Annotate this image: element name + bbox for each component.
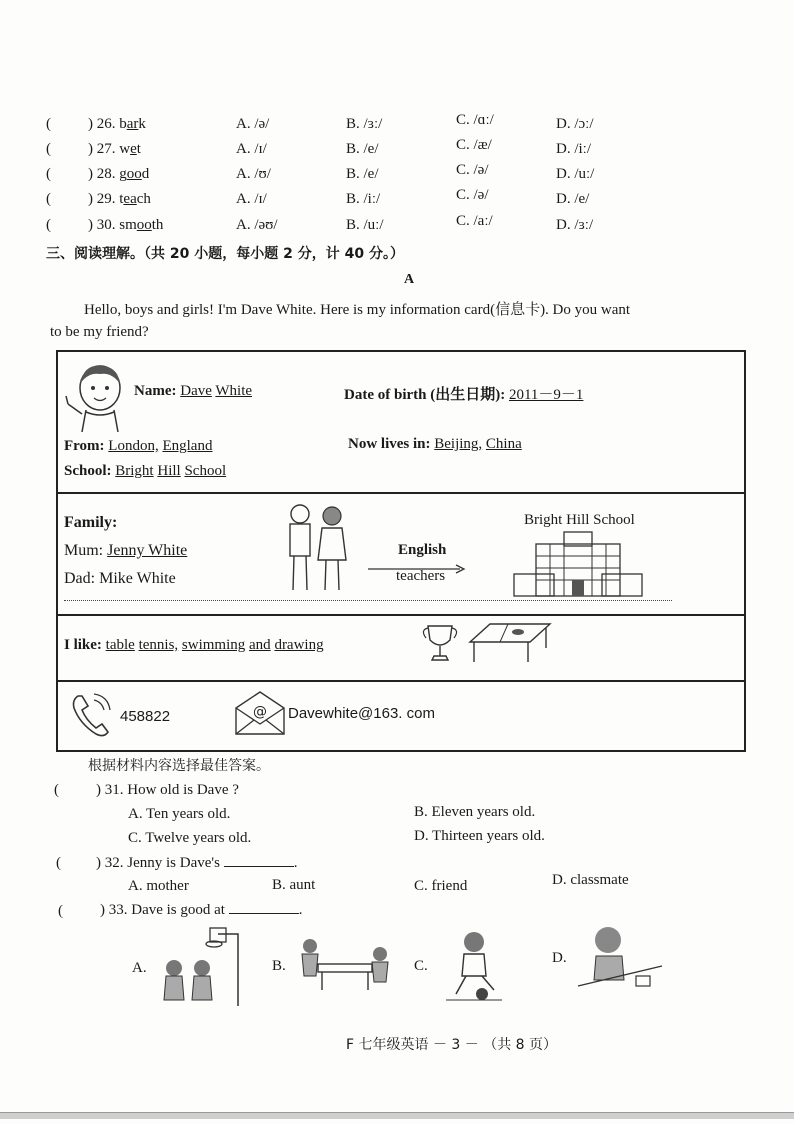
question-number: ) 29. teach	[88, 191, 151, 207]
lives-row: Now lives in: Beijing, China	[348, 436, 522, 452]
answer-paren: (	[46, 116, 51, 132]
q33-option-a: A.	[132, 960, 147, 976]
option-d: D. /iː/	[556, 141, 592, 157]
information-card	[56, 350, 746, 752]
intro-line-1: Hello, boys and girls! I'm Dave White. Here is my information card(信息卡). Do you want	[84, 302, 631, 318]
divider	[58, 680, 744, 682]
option-d: D. /ɜː/	[556, 217, 594, 233]
intro-line-2: to be my friend?	[50, 324, 149, 340]
q32-option-b: B. aunt	[272, 877, 316, 893]
option-c: C. /ɑː/	[456, 112, 494, 128]
question-28	[0, 162, 794, 190]
answer-paren: (	[58, 903, 63, 919]
divider	[58, 614, 744, 616]
arrow-label-top: English	[398, 542, 447, 558]
trophy-icon	[420, 622, 460, 666]
q31-option-a: A. Ten years old.	[128, 806, 231, 822]
option-d: D. /e/	[556, 191, 590, 207]
q31-option-b: B. Eleven years old.	[414, 804, 536, 820]
answer-paren: (	[46, 217, 51, 233]
svg-text:@: @	[253, 704, 267, 720]
question-number: ) 28. good	[88, 166, 150, 182]
option-b: B. /uː/	[346, 217, 384, 233]
email-icon	[234, 690, 286, 736]
school-building-icon	[510, 530, 650, 598]
q33-option-c: C.	[414, 958, 428, 974]
answer-paren: (	[54, 782, 59, 798]
q32-option-a: A. mother	[128, 878, 189, 894]
question-26	[0, 112, 794, 140]
school-building-label: Bright Hill School	[524, 512, 635, 528]
option-b: B. /e/	[346, 141, 379, 157]
question-29	[0, 187, 794, 215]
q31-option-c: C. Twelve years old.	[128, 830, 252, 846]
answer-paren: (	[56, 855, 61, 871]
parents-icon	[282, 500, 352, 592]
dotted-line	[64, 600, 672, 601]
q33-option-d: D.	[552, 950, 567, 966]
answer-paren: (	[46, 141, 51, 157]
question-27	[0, 137, 794, 165]
question-30	[0, 213, 794, 241]
football-icon	[442, 930, 506, 1002]
phone-number: 458822	[120, 708, 171, 725]
option-c: C. /æ/	[456, 137, 492, 153]
drawing-icon	[574, 924, 666, 994]
email-address: Davewhite@163. com	[288, 705, 435, 722]
option-a: A. /ʊ/	[236, 166, 271, 182]
question-number: ) 30. smooth	[88, 217, 164, 233]
q33-option-b: B.	[272, 958, 286, 974]
table-tennis-icon	[468, 618, 552, 666]
option-b: B. /ɜː/	[346, 116, 383, 132]
option-a: A. /ɪ/	[236, 191, 267, 207]
option-a: A. /ɪ/	[236, 141, 267, 157]
q32-option-c: C. friend	[414, 878, 468, 894]
option-c: C. /ə/	[456, 187, 489, 203]
dob-row: Date of birth (出生日期): 2011－9－1	[344, 387, 584, 403]
basketball-icon	[158, 924, 248, 1008]
phone-icon	[70, 692, 112, 738]
dad-row: Dad: Mike White	[64, 570, 176, 587]
q32-stem: ) 32. Jenny is Dave's .	[96, 855, 298, 871]
mum-row: Mum: Jenny White	[64, 542, 188, 559]
divider	[58, 492, 744, 494]
section-title: 三、阅读理解。（共 20 小题，每小题 2 分，计 40 分。）	[46, 246, 404, 262]
option-c: C. /aː/	[456, 213, 493, 229]
ping-pong-icon	[292, 936, 396, 992]
boy-avatar-icon	[64, 358, 134, 438]
arrow-label-bottom: teachers	[396, 568, 446, 584]
school-row: School: Bright Hill School	[64, 463, 227, 479]
family-label: Family:	[64, 514, 118, 531]
page-edge	[0, 1112, 794, 1119]
option-a: A. /əʊ/	[236, 217, 278, 233]
option-c: C. /ə/	[456, 162, 489, 178]
instruction: 根据材料内容选择最佳答案。	[88, 758, 270, 774]
page-footer: F 七年级英语 － 3 － （共 8 页）	[346, 1037, 558, 1053]
part-label: A	[404, 272, 415, 287]
answer-paren: (	[46, 191, 51, 207]
name-row: Name: Dave White	[134, 383, 253, 399]
likes-row: I like: table tennis, swimming and drawing	[64, 637, 324, 653]
q33-stem: ) 33. Dave is good at .	[100, 902, 303, 918]
q31-stem: ) 31. How old is Dave ?	[96, 782, 239, 798]
option-b: B. /iː/	[346, 191, 381, 207]
option-d: D. /uː/	[556, 166, 595, 182]
option-b: B. /e/	[346, 166, 379, 182]
option-d: D. /ɔː/	[556, 116, 594, 132]
question-number: ) 26. bark	[88, 116, 146, 132]
q31-option-d: D. Thirteen years old.	[414, 828, 545, 844]
q32-option-d: D. classmate	[552, 872, 629, 888]
from-row: From: London, England	[64, 438, 213, 454]
option-a: A. /ə/	[236, 116, 270, 132]
answer-paren: (	[46, 166, 51, 182]
question-number: ) 27. wet	[88, 141, 141, 157]
